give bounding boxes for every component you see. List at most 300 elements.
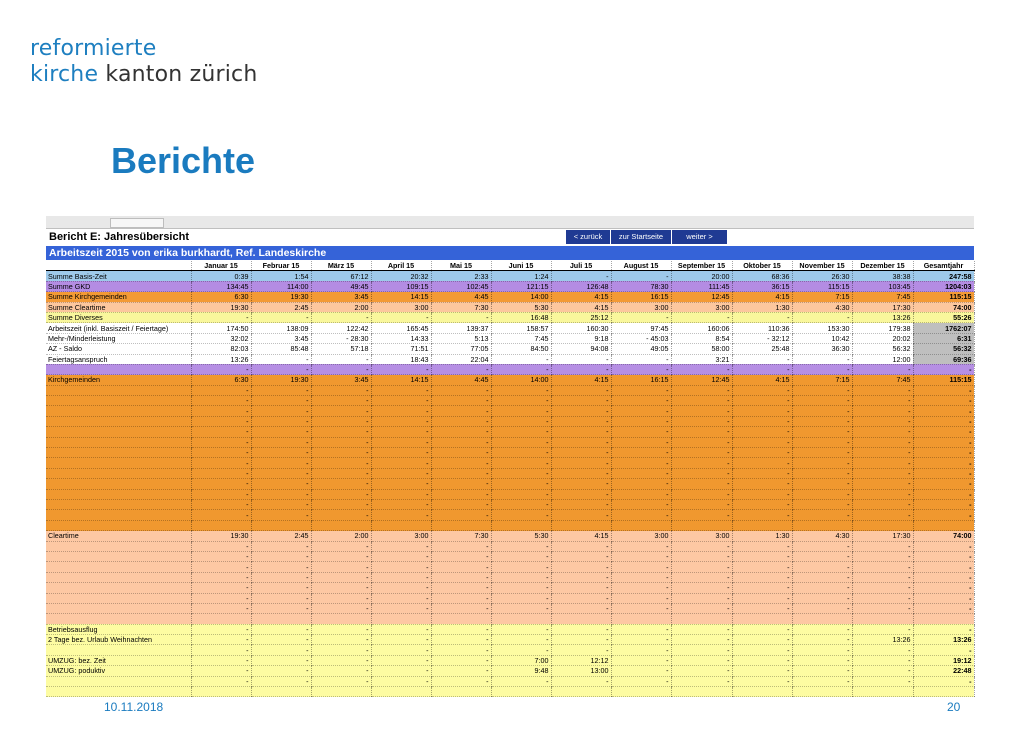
month-cell[interactable]: - [191, 583, 251, 593]
month-cell[interactable]: - [551, 551, 611, 561]
total-cell[interactable]: - [913, 562, 974, 572]
month-cell[interactable]: - [311, 406, 371, 416]
month-cell[interactable]: - [491, 437, 551, 447]
month-cell[interactable]: 13:26 [852, 635, 913, 645]
month-cell[interactable]: - [491, 427, 551, 437]
month-cell[interactable]: - [551, 406, 611, 416]
month-cell[interactable]: - [792, 583, 852, 593]
month-cell[interactable]: - [732, 645, 792, 655]
month-cell[interactable]: - [431, 562, 491, 572]
month-cell[interactable]: - [311, 448, 371, 458]
month-cell[interactable]: - [311, 551, 371, 561]
month-cell[interactable]: - [732, 312, 792, 322]
month-cell[interactable]: - [251, 624, 311, 634]
month-cell[interactable]: 82:03 [191, 344, 251, 354]
month-cell[interactable]: - [792, 468, 852, 478]
month-cell[interactable]: - [371, 583, 431, 593]
month-cell[interactable]: - [792, 676, 852, 686]
month-cell[interactable]: - [792, 666, 852, 676]
month-cell[interactable]: - [611, 437, 671, 447]
month-cell[interactable]: - [671, 396, 732, 406]
month-cell[interactable]: 97:45 [611, 323, 671, 333]
month-cell[interactable]: - [371, 676, 431, 686]
month-cell[interactable] [491, 614, 551, 624]
month-cell[interactable]: - [491, 510, 551, 520]
month-cell[interactable]: - [852, 406, 913, 416]
month-cell[interactable]: 12:45 [671, 292, 732, 302]
month-cell[interactable]: - [371, 479, 431, 489]
month-cell[interactable]: - [371, 510, 431, 520]
month-cell[interactable]: - [311, 603, 371, 613]
month-cell[interactable]: - [311, 624, 371, 634]
month-cell[interactable]: - [191, 437, 251, 447]
month-cell[interactable]: 20:00 [671, 271, 732, 281]
month-cell[interactable]: 58:00 [671, 344, 732, 354]
month-cell[interactable]: 14:33 [371, 333, 431, 343]
month-cell[interactable] [371, 520, 431, 530]
month-cell[interactable]: 7:45 [491, 333, 551, 343]
row-label[interactable] [46, 427, 191, 437]
month-cell[interactable]: - [371, 572, 431, 582]
month-cell[interactable]: - [431, 510, 491, 520]
row-label[interactable] [46, 583, 191, 593]
month-cell[interactable]: - [611, 541, 671, 551]
month-cell[interactable]: - [551, 448, 611, 458]
month-cell[interactable]: - [732, 396, 792, 406]
total-cell[interactable]: - [913, 468, 974, 478]
month-cell[interactable]: - [251, 676, 311, 686]
total-cell[interactable]: 115:15 [913, 375, 974, 385]
month-cell[interactable]: - [671, 437, 732, 447]
month-cell[interactable]: - [431, 645, 491, 655]
month-cell[interactable]: - [611, 624, 671, 634]
month-cell[interactable]: - [311, 437, 371, 447]
month-cell[interactable]: - [371, 468, 431, 478]
month-cell[interactable]: - [671, 416, 732, 426]
month-cell[interactable]: - [852, 468, 913, 478]
month-cell[interactable]: - [431, 364, 491, 374]
row-label[interactable] [46, 510, 191, 520]
month-cell[interactable]: 114:00 [251, 281, 311, 291]
total-cell[interactable]: - [913, 572, 974, 582]
month-cell[interactable]: - [371, 645, 431, 655]
month-cell[interactable]: - [852, 396, 913, 406]
month-cell[interactable]: - [792, 385, 852, 395]
month-cell[interactable]: 139:37 [431, 323, 491, 333]
month-cell[interactable]: - [191, 448, 251, 458]
month-cell[interactable]: - [491, 385, 551, 395]
month-cell[interactable]: - [191, 489, 251, 499]
month-cell[interactable]: - [431, 479, 491, 489]
month-cell[interactable]: - [191, 645, 251, 655]
month-cell[interactable]: - [611, 354, 671, 364]
month-cell[interactable]: 2:45 [251, 531, 311, 541]
row-label[interactable] [46, 416, 191, 426]
month-cell[interactable]: - [431, 593, 491, 603]
month-cell[interactable]: - [551, 676, 611, 686]
month-cell[interactable]: - [852, 624, 913, 634]
month-cell[interactable]: - [792, 510, 852, 520]
month-cell[interactable]: - [792, 458, 852, 468]
row-label[interactable] [46, 406, 191, 416]
total-cell[interactable]: 55:26 [913, 312, 974, 322]
month-cell[interactable]: 3:21 [671, 354, 732, 364]
row-label[interactable] [46, 551, 191, 561]
month-cell[interactable]: 85:48 [251, 344, 311, 354]
month-cell[interactable]: - [191, 593, 251, 603]
month-cell[interactable]: 179:38 [852, 323, 913, 333]
month-cell[interactable]: 12:45 [671, 375, 732, 385]
month-cell[interactable]: - [671, 676, 732, 686]
month-cell[interactable]: 12:12 [551, 655, 611, 665]
month-cell[interactable]: 4:15 [551, 375, 611, 385]
month-cell[interactable]: 2:00 [311, 531, 371, 541]
month-cell[interactable]: - [732, 572, 792, 582]
month-cell[interactable]: - [431, 499, 491, 509]
month-cell[interactable]: - [732, 406, 792, 416]
month-cell[interactable]: - [251, 437, 311, 447]
month-cell[interactable]: - [371, 593, 431, 603]
month-cell[interactable]: - [311, 468, 371, 478]
month-cell[interactable]: - [251, 312, 311, 322]
month-cell[interactable]: - [491, 479, 551, 489]
month-cell[interactable]: 10:42 [792, 333, 852, 343]
month-cell[interactable]: - [732, 489, 792, 499]
month-cell[interactable]: - [551, 364, 611, 374]
month-cell[interactable] [792, 614, 852, 624]
month-cell[interactable]: - [611, 406, 671, 416]
month-cell[interactable]: - [611, 676, 671, 686]
month-cell[interactable]: - [491, 635, 551, 645]
month-cell[interactable]: 7:30 [431, 531, 491, 541]
month-cell[interactable]: - [611, 427, 671, 437]
month-cell[interactable]: - [852, 593, 913, 603]
total-cell[interactable]: - [913, 499, 974, 509]
month-cell[interactable]: 6:30 [191, 375, 251, 385]
total-cell[interactable]: 56:32 [913, 344, 974, 354]
month-cell[interactable]: - 32:12 [732, 333, 792, 343]
month-cell[interactable]: - [671, 541, 732, 551]
month-cell[interactable]: - [251, 406, 311, 416]
month-cell[interactable]: - [311, 541, 371, 551]
month-cell[interactable]: - [611, 479, 671, 489]
month-cell[interactable]: 78:30 [611, 281, 671, 291]
month-cell[interactable] [671, 687, 732, 697]
month-cell[interactable]: - [491, 448, 551, 458]
month-cell[interactable]: - [732, 510, 792, 520]
month-cell[interactable] [671, 520, 732, 530]
sheet-tab[interactable] [110, 218, 164, 228]
total-cell[interactable]: - [913, 448, 974, 458]
month-cell[interactable]: 38:38 [852, 271, 913, 281]
month-cell[interactable]: 1:30 [732, 531, 792, 541]
month-cell[interactable]: - [251, 593, 311, 603]
month-cell[interactable]: - [671, 635, 732, 645]
month-cell[interactable]: - [792, 489, 852, 499]
month-cell[interactable]: - [792, 499, 852, 509]
month-cell[interactable]: - [852, 479, 913, 489]
month-cell[interactable]: 16:15 [611, 292, 671, 302]
month-cell[interactable]: 19:30 [191, 302, 251, 312]
month-cell[interactable]: 158:57 [491, 323, 551, 333]
month-cell[interactable] [852, 520, 913, 530]
month-cell[interactable]: - [251, 572, 311, 582]
month-cell[interactable]: - [431, 676, 491, 686]
month-cell[interactable]: - [852, 364, 913, 374]
month-cell[interactable]: - [251, 499, 311, 509]
month-cell[interactable]: - [251, 489, 311, 499]
month-cell[interactable]: - [551, 437, 611, 447]
month-cell[interactable]: - [732, 676, 792, 686]
month-cell[interactable]: - [852, 448, 913, 458]
month-cell[interactable]: - [371, 364, 431, 374]
month-cell[interactable]: - [371, 562, 431, 572]
month-cell[interactable]: - [311, 427, 371, 437]
month-cell[interactable]: - [732, 624, 792, 634]
month-cell[interactable]: 165:45 [371, 323, 431, 333]
month-cell[interactable]: 103:45 [852, 281, 913, 291]
month-cell[interactable]: - [491, 624, 551, 634]
month-cell[interactable] [732, 520, 792, 530]
month-cell[interactable]: 14:15 [371, 375, 431, 385]
month-cell[interactable]: - [852, 551, 913, 561]
month-cell[interactable]: 14:00 [491, 375, 551, 385]
month-cell[interactable]: - [551, 468, 611, 478]
month-cell[interactable]: - [371, 603, 431, 613]
month-cell[interactable]: 20:32 [371, 271, 431, 281]
month-cell[interactable]: - [371, 624, 431, 634]
month-cell[interactable]: - [491, 676, 551, 686]
month-cell[interactable]: - [611, 448, 671, 458]
month-cell[interactable]: - [671, 551, 732, 561]
row-label[interactable]: Summe Kirchgemeinden [46, 292, 191, 302]
month-cell[interactable]: - [792, 406, 852, 416]
month-cell[interactable]: - [371, 666, 431, 676]
month-cell[interactable]: - [191, 655, 251, 665]
month-cell[interactable]: - [792, 479, 852, 489]
month-cell[interactable]: 67:12 [311, 271, 371, 281]
month-cell[interactable]: 17:30 [852, 302, 913, 312]
row-label[interactable] [46, 645, 191, 655]
row-label[interactable]: Mehr-/Minderleistung [46, 333, 191, 343]
total-cell[interactable]: - [913, 396, 974, 406]
month-cell[interactable]: - [431, 406, 491, 416]
month-cell[interactable]: 3:00 [671, 531, 732, 541]
total-cell[interactable]: - [913, 603, 974, 613]
month-cell[interactable] [371, 614, 431, 624]
month-cell[interactable] [732, 687, 792, 697]
month-cell[interactable]: - [732, 635, 792, 645]
month-cell[interactable]: - [371, 655, 431, 665]
month-cell[interactable]: - [311, 645, 371, 655]
month-cell[interactable]: - [491, 458, 551, 468]
month-cell[interactable]: 94:08 [551, 344, 611, 354]
month-cell[interactable]: - [311, 572, 371, 582]
month-cell[interactable]: 109:15 [371, 281, 431, 291]
row-label[interactable]: Summe GKD [46, 281, 191, 291]
month-cell[interactable]: - [671, 479, 732, 489]
month-cell[interactable]: - [792, 437, 852, 447]
month-cell[interactable]: 2:00 [311, 302, 371, 312]
month-cell[interactable]: - [491, 489, 551, 499]
month-cell[interactable]: - [311, 676, 371, 686]
month-cell[interactable]: - [191, 458, 251, 468]
month-cell[interactable]: - [792, 312, 852, 322]
month-cell[interactable]: - [792, 416, 852, 426]
month-cell[interactable]: - [431, 635, 491, 645]
month-cell[interactable]: 16:15 [611, 375, 671, 385]
month-cell[interactable]: - [491, 572, 551, 582]
month-cell[interactable]: 19:30 [251, 375, 311, 385]
month-cell[interactable]: - [671, 645, 732, 655]
month-cell[interactable]: 121:15 [491, 281, 551, 291]
row-label[interactable] [46, 437, 191, 447]
month-cell[interactable]: - 28:30 [311, 333, 371, 343]
month-cell[interactable]: - [551, 572, 611, 582]
month-cell[interactable]: - [611, 489, 671, 499]
month-cell[interactable] [311, 520, 371, 530]
month-cell[interactable]: - [251, 448, 311, 458]
total-cell[interactable]: - [913, 489, 974, 499]
month-cell[interactable]: - [551, 583, 611, 593]
month-cell[interactable]: - [792, 551, 852, 561]
month-cell[interactable]: - [431, 541, 491, 551]
month-cell[interactable]: - [431, 416, 491, 426]
month-cell[interactable]: - [191, 312, 251, 322]
month-cell[interactable]: 25:12 [551, 312, 611, 322]
month-cell[interactable]: 115:15 [792, 281, 852, 291]
month-cell[interactable]: 7:45 [852, 292, 913, 302]
month-cell[interactable]: - [852, 416, 913, 426]
month-cell[interactable]: - [191, 396, 251, 406]
month-cell[interactable]: - [371, 541, 431, 551]
month-cell[interactable]: - [792, 624, 852, 634]
month-cell[interactable]: - [551, 510, 611, 520]
month-cell[interactable]: - [611, 416, 671, 426]
month-cell[interactable] [371, 687, 431, 697]
row-label[interactable] [46, 499, 191, 509]
total-cell[interactable]: - [913, 593, 974, 603]
month-cell[interactable]: - [251, 427, 311, 437]
month-cell[interactable]: - [732, 458, 792, 468]
month-cell[interactable]: - [611, 468, 671, 478]
month-cell[interactable] [191, 520, 251, 530]
month-cell[interactable]: 13:00 [551, 666, 611, 676]
month-cell[interactable]: - [311, 489, 371, 499]
month-cell[interactable]: - [611, 458, 671, 468]
month-cell[interactable]: - [551, 458, 611, 468]
row-label[interactable] [46, 541, 191, 551]
month-cell[interactable] [431, 687, 491, 697]
month-cell[interactable]: 18:43 [371, 354, 431, 364]
month-cell[interactable]: 19:30 [251, 292, 311, 302]
month-cell[interactable]: - [251, 645, 311, 655]
row-label[interactable]: UMZUG: poduktiv [46, 666, 191, 676]
month-cell[interactable] [251, 520, 311, 530]
month-cell[interactable]: - [852, 489, 913, 499]
month-cell[interactable]: - [251, 655, 311, 665]
total-cell[interactable]: 19:12 [913, 655, 974, 665]
month-cell[interactable]: 4:15 [551, 302, 611, 312]
month-cell[interactable]: - [191, 635, 251, 645]
month-cell[interactable]: - [251, 510, 311, 520]
row-label[interactable] [46, 676, 191, 686]
month-cell[interactable]: 2:33 [431, 271, 491, 281]
month-cell[interactable]: - [371, 448, 431, 458]
row-label[interactable] [46, 468, 191, 478]
row-label[interactable]: UMZUG: bez. Zeit [46, 655, 191, 665]
month-cell[interactable]: 9:18 [551, 333, 611, 343]
month-cell[interactable]: - [732, 583, 792, 593]
month-cell[interactable]: 4:15 [551, 531, 611, 541]
month-cell[interactable]: - [371, 499, 431, 509]
month-cell[interactable]: 5:13 [431, 333, 491, 343]
month-cell[interactable]: - [611, 655, 671, 665]
month-cell[interactable]: - [732, 655, 792, 665]
total-cell[interactable] [913, 520, 974, 530]
row-label[interactable] [46, 458, 191, 468]
month-cell[interactable]: - [852, 510, 913, 520]
month-cell[interactable]: - [431, 551, 491, 561]
month-cell[interactable]: - [251, 541, 311, 551]
month-cell[interactable]: - [311, 479, 371, 489]
row-label[interactable]: Feiertagsanspruch [46, 354, 191, 364]
month-cell[interactable]: 12:00 [852, 354, 913, 364]
total-cell[interactable]: - [913, 510, 974, 520]
month-cell[interactable]: - [311, 416, 371, 426]
month-cell[interactable]: - [551, 562, 611, 572]
month-cell[interactable]: - [671, 489, 732, 499]
month-cell[interactable]: - [732, 551, 792, 561]
month-cell[interactable]: - [792, 593, 852, 603]
month-cell[interactable]: - [732, 364, 792, 374]
month-cell[interactable]: - [311, 593, 371, 603]
month-cell[interactable]: - [611, 583, 671, 593]
next-button[interactable]: weiter > [672, 230, 728, 244]
month-cell[interactable]: 8:54 [671, 333, 732, 343]
total-cell[interactable]: - [913, 385, 974, 395]
month-cell[interactable]: - [431, 572, 491, 582]
month-cell[interactable]: - [671, 562, 732, 572]
month-cell[interactable]: - [191, 603, 251, 613]
month-cell[interactable]: - [671, 499, 732, 509]
month-cell[interactable]: 174:50 [191, 323, 251, 333]
month-cell[interactable]: - [852, 666, 913, 676]
month-cell[interactable]: - [792, 572, 852, 582]
month-cell[interactable]: - [371, 416, 431, 426]
month-cell[interactable]: 4:30 [792, 531, 852, 541]
row-label[interactable] [46, 593, 191, 603]
month-cell[interactable]: - [732, 416, 792, 426]
month-cell[interactable]: - [671, 406, 732, 416]
month-cell[interactable]: - [491, 583, 551, 593]
month-cell[interactable]: - [191, 479, 251, 489]
month-cell[interactable]: - [852, 583, 913, 593]
month-cell[interactable]: 2:45 [251, 302, 311, 312]
total-cell[interactable]: - [913, 541, 974, 551]
month-cell[interactable]: 7:15 [792, 292, 852, 302]
month-cell[interactable]: - [551, 271, 611, 281]
month-cell[interactable]: - [611, 562, 671, 572]
month-cell[interactable]: 16:48 [491, 312, 551, 322]
month-cell[interactable]: - [852, 437, 913, 447]
month-cell[interactable]: - [551, 645, 611, 655]
month-cell[interactable]: 32:02 [191, 333, 251, 343]
month-cell[interactable]: - [792, 655, 852, 665]
month-cell[interactable]: 57:18 [311, 344, 371, 354]
total-cell[interactable] [913, 614, 974, 624]
month-cell[interactable]: - [251, 635, 311, 645]
